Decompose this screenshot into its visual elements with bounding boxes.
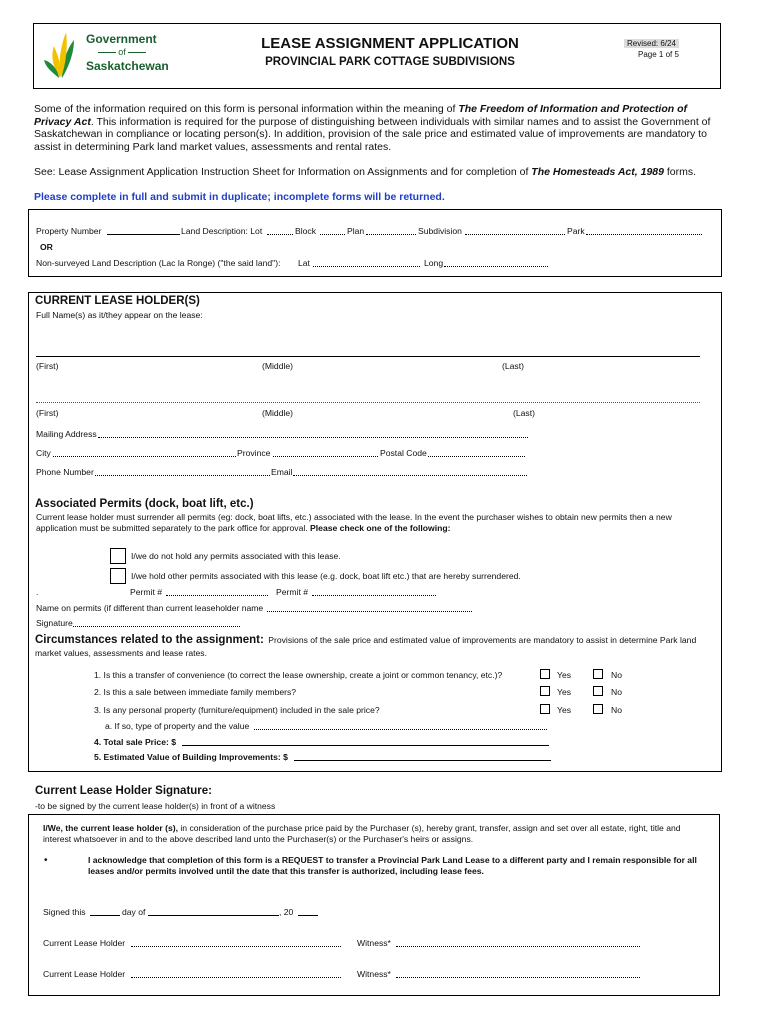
mailing-address-label: Mailing Address xyxy=(36,429,97,439)
signed-year-field[interactable] xyxy=(298,915,318,916)
block-field[interactable] xyxy=(320,234,345,235)
permit1-label: Permit # xyxy=(130,587,162,597)
subdivision-label: Subdivision xyxy=(418,226,462,236)
no-permits-label: I/we do not hold any permits associated with this lease. xyxy=(131,551,341,561)
city-field[interactable] xyxy=(53,456,236,457)
email-field[interactable] xyxy=(293,475,527,476)
q1-no-label: No xyxy=(611,670,622,680)
permit2-label: Permit # xyxy=(276,587,308,597)
question-3: 3. Is any personal property (furniture/equipment) included in the sale price? xyxy=(94,705,380,715)
holder2-last-label: (Last) xyxy=(513,408,535,418)
permit2-field[interactable] xyxy=(312,595,436,596)
postal-code-label: Postal Code xyxy=(380,448,427,458)
logo-text-of: of xyxy=(86,47,158,57)
privacy-notice: Some of the information required on this form is personal information within the meaning of The Freedom of Information and Protection of Privacy Act. This information is required for the purpose of distinguishing between individuals with similar names and to assist the Government of Saskatchewan in compliance or locating person(s). In addition, provision of the sale price and estimated value of improvements are mandatory to assist in determining Park land market values, assessments and rental rates. xyxy=(34,103,711,153)
subdivision-field[interactable] xyxy=(465,234,565,235)
total-sale-price-label: 4. Total sale Price: $ xyxy=(94,737,176,747)
province-field[interactable] xyxy=(273,456,378,457)
full-names-label: Full Name(s) as it/they appear on the lease: xyxy=(36,310,203,320)
day-of-label: day of xyxy=(122,907,146,917)
page-number: Page 1 of 5 xyxy=(638,50,679,59)
phone-number-field[interactable] xyxy=(95,475,270,476)
holder1-name-field[interactable] xyxy=(36,356,700,357)
property-number-label: Property Number xyxy=(36,226,102,236)
property-type-value-field[interactable] xyxy=(254,729,547,730)
postal-code-field[interactable] xyxy=(428,456,525,457)
question-3a: a. If so, type of property and the value xyxy=(105,721,250,731)
lat-label: Lat xyxy=(298,258,310,268)
q2-no-checkbox[interactable] xyxy=(593,686,603,696)
acknowledgement-text: I acknowledge that completion of this form is a REQUEST to transfer a Provincial Park Land Lease to a different party and I remain responsible for all leases and/or permits involved until the date that this transfer is authorized, including lease fees. xyxy=(88,855,697,876)
witness2-signature-field[interactable] xyxy=(396,977,640,978)
mailing-address-field[interactable] xyxy=(98,437,528,438)
question-1: 1. Is this a transfer of convenience (to correct the lease ownership, create a joint or common tenancy, etc.)? xyxy=(94,670,503,680)
park-field[interactable] xyxy=(586,234,702,235)
form-subtitle: PROVINCIAL PARK COTTAGE SUBDIVISIONS xyxy=(265,56,515,68)
q3-yes-label: Yes xyxy=(557,705,572,715)
grant-paragraph: I/We, the current lease holder (s), in consideration of the purchase price paid by the Purchaser (s), hereby grant, transfer, assign and set over all estate, right, title and interest whatsoever in and to the above described land unto the Purchaser(s) or the Purchaser's heirs or assigns. xyxy=(43,823,681,844)
complete-notice: Please complete in full and submit in duplicate; incomplete forms will be returned. xyxy=(34,191,445,203)
hold-permits-label: I/we hold other permits associated with this lease (e.g. dock, boat lift etc.) that are hereby surrendered. xyxy=(131,571,521,581)
permit-signature-label: Signature xyxy=(36,618,73,628)
year-label: , 20 xyxy=(279,907,294,917)
current-holder-title: CURRENT LEASE HOLDER(S) xyxy=(35,295,200,307)
question-2: 2. Is this a sale between immediate family members? xyxy=(94,687,297,697)
witness1-signature-field[interactable] xyxy=(396,946,640,947)
q2-no-label: No xyxy=(611,687,622,697)
witness1-label: Witness* xyxy=(357,938,391,948)
bullet-dot: • xyxy=(44,855,48,866)
logo-text-government: Government xyxy=(86,32,157,46)
signature-title: Current Lease Holder Signature: xyxy=(35,785,213,797)
holder1-last-label: (Last) xyxy=(502,361,524,371)
holder2-signature-field[interactable] xyxy=(131,977,341,978)
no-permits-checkbox[interactable] xyxy=(110,548,126,564)
circumstances-desc: Provisions of the sale price and estimated value of improvements are mandatory to assist in determine Park land market values, assessments and lease rates. xyxy=(35,635,697,658)
signed-day-field[interactable] xyxy=(90,915,120,916)
q2-yes-label: Yes xyxy=(557,687,572,697)
park-label: Park xyxy=(567,226,585,236)
land-description-label: Land Description: Lot xyxy=(181,226,263,236)
holder1-signature-label: Current Lease Holder xyxy=(43,938,126,948)
name-on-permits-field[interactable] xyxy=(267,611,472,612)
q1-no-checkbox[interactable] xyxy=(593,669,603,679)
permits-description: Current lease holder must surrender all permits (eg: dock, boat lifts, etc.) associated with the lease. In the event the purchaser wishes to obtain new permits then a new application must be submitted separately to the park office for approval. Please check one of the following: xyxy=(36,512,672,533)
signature-subtitle: -to be signed by the current lease holder(s) in front of a witness xyxy=(35,801,276,811)
holder2-first-label: (First) xyxy=(36,408,59,418)
property-number-field[interactable] xyxy=(107,234,180,235)
form-title: LEASE ASSIGNMENT APPLICATION xyxy=(261,35,519,52)
revised-date: Revised: 6/24 xyxy=(624,39,679,48)
lat-field[interactable] xyxy=(313,266,420,267)
holder1-signature-field[interactable] xyxy=(131,946,341,947)
plan-field[interactable] xyxy=(366,234,416,235)
hold-permits-checkbox[interactable] xyxy=(110,568,126,584)
logo-text-saskatchewan: Saskatchewan xyxy=(86,59,169,73)
holder2-name-field[interactable] xyxy=(36,402,700,403)
q1-yes-checkbox[interactable] xyxy=(540,669,550,679)
holder1-middle-label: (Middle) xyxy=(262,361,294,371)
long-label: Long xyxy=(424,258,444,268)
q3-no-checkbox[interactable] xyxy=(593,704,603,714)
government-logo xyxy=(44,28,169,80)
wheat-sheaf-icon xyxy=(44,28,78,80)
holder1-first-label: (First) xyxy=(36,361,59,371)
long-field[interactable] xyxy=(444,266,548,267)
signed-month-field[interactable] xyxy=(148,915,279,916)
permit-dot: . xyxy=(36,587,39,597)
phone-number-label: Phone Number xyxy=(36,467,94,477)
signed-this-label: Signed this xyxy=(43,907,86,917)
instruction-reference: See: Lease Assignment Application Instruction Sheet for Information on Assignments and for completion of The Homesteads Act, 1989 forms. xyxy=(34,166,697,178)
witness2-label: Witness* xyxy=(357,969,391,979)
permit-signature-field[interactable] xyxy=(73,626,240,627)
q3-no-label: No xyxy=(611,705,622,715)
city-label: City xyxy=(36,448,51,458)
plan-label: Plan xyxy=(347,226,365,236)
property-row xyxy=(36,226,101,236)
email-label: Email xyxy=(271,467,293,477)
q1-yes-label: Yes xyxy=(557,670,572,680)
building-improvements-label: 5. Estimated Value of Building Improvements: $ xyxy=(94,752,288,762)
province-label: Province xyxy=(237,448,271,458)
non-surveyed-label: Non-surveyed Land Description (Lac la Ronge) ("the said land"): xyxy=(36,258,281,268)
circumstances-text xyxy=(35,633,705,659)
q2-yes-checkbox[interactable] xyxy=(540,686,550,696)
lot-field[interactable] xyxy=(267,234,293,235)
permit1-field[interactable] xyxy=(166,595,268,596)
or-label: OR xyxy=(40,242,53,252)
name-on-permits-label: Name on permits (if different than current leaseholder name xyxy=(36,603,264,613)
circumstances-title: Circumstances related to the assignment: xyxy=(35,634,264,646)
building-improvements-field[interactable] xyxy=(294,760,551,761)
total-sale-price-field[interactable] xyxy=(182,745,549,746)
block-label: Block xyxy=(295,226,317,236)
permits-title: Associated Permits (dock, boat lift, etc.) xyxy=(35,498,254,510)
holder2-signature-label: Current Lease Holder xyxy=(43,969,126,979)
holder2-middle-label: (Middle) xyxy=(262,408,294,418)
q3-yes-checkbox[interactable] xyxy=(540,704,550,714)
